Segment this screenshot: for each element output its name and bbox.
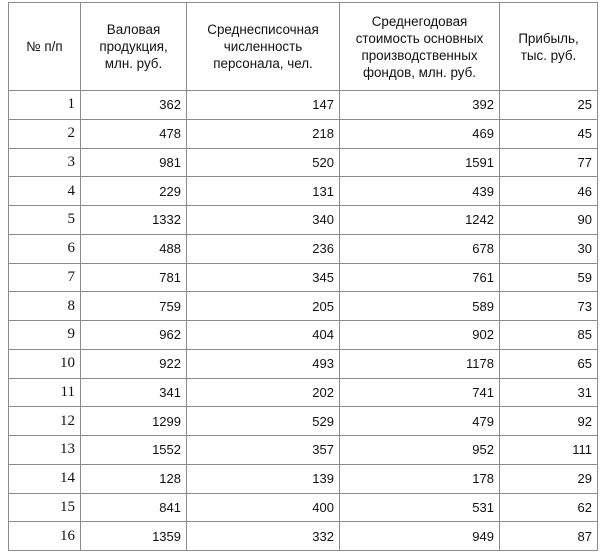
fixed-assets-cell: 741 [340, 378, 500, 407]
avg-headcount-cell: 357 [187, 436, 340, 465]
fixed-assets-cell: 439 [340, 177, 500, 206]
row-number-cell: 5 [9, 206, 81, 235]
header-row [9, 3, 598, 91]
gross-output-cell: 962 [81, 321, 187, 350]
profit-cell: 90 [500, 206, 598, 235]
table-row [9, 263, 598, 292]
table-row [9, 522, 598, 551]
fixed-assets-cell: 589 [340, 292, 500, 321]
avg-headcount-cell: 404 [187, 321, 340, 350]
table-row [9, 148, 598, 177]
gross-output-cell: 1359 [81, 522, 187, 551]
table-row [9, 321, 598, 350]
avg-headcount-cell: 340 [187, 206, 340, 235]
profit-cell: 65 [500, 349, 598, 378]
avg-headcount-cell: 147 [187, 91, 340, 120]
gross-output-cell: 1332 [81, 206, 187, 235]
fixed-assets-cell: 761 [340, 263, 500, 292]
header-gross-output: Валовая продукция, млн. руб. [81, 3, 187, 91]
table-row [9, 91, 598, 120]
gross-output-cell: 922 [81, 349, 187, 378]
profit-cell: 45 [500, 119, 598, 148]
row-number-cell: 3 [9, 148, 81, 177]
avg-headcount-cell: 218 [187, 119, 340, 148]
row-number-cell: 8 [9, 292, 81, 321]
row-number-cell: 14 [9, 464, 81, 493]
fixed-assets-cell: 1242 [340, 206, 500, 235]
avg-headcount-cell: 345 [187, 263, 340, 292]
profit-cell: 111 [500, 436, 598, 465]
row-number-cell: 1 [9, 91, 81, 120]
table-row [9, 206, 598, 235]
profit-cell: 77 [500, 148, 598, 177]
gross-output-cell: 229 [81, 177, 187, 206]
avg-headcount-cell: 236 [187, 234, 340, 263]
fixed-assets-cell: 1178 [340, 349, 500, 378]
row-number-cell: 12 [9, 407, 81, 436]
header-fixed-assets: Среднегодовая стоимость основных производственных фондов, млн. руб. [340, 3, 500, 91]
table-row [9, 378, 598, 407]
profit-cell: 73 [500, 292, 598, 321]
fixed-assets-cell: 178 [340, 464, 500, 493]
table-body [9, 91, 598, 551]
table-row [9, 119, 598, 148]
header-avg-headcount: Среднесписочная численность персонала, чел. [187, 3, 340, 91]
row-number-cell: 15 [9, 493, 81, 522]
profit-cell: 29 [500, 464, 598, 493]
gross-output-cell: 781 [81, 263, 187, 292]
gross-output-cell: 488 [81, 234, 187, 263]
row-number-cell: 13 [9, 436, 81, 465]
avg-headcount-cell: 202 [187, 378, 340, 407]
gross-output-cell: 1299 [81, 407, 187, 436]
row-number-cell: 10 [9, 349, 81, 378]
table-row [9, 436, 598, 465]
table-row [9, 493, 598, 522]
gross-output-cell: 759 [81, 292, 187, 321]
profit-cell: 25 [500, 91, 598, 120]
avg-headcount-cell: 131 [187, 177, 340, 206]
profit-cell: 62 [500, 493, 598, 522]
table-row [9, 177, 598, 206]
profit-cell: 31 [500, 378, 598, 407]
avg-headcount-cell: 139 [187, 464, 340, 493]
table-row [9, 464, 598, 493]
header-row-number: № п/п [9, 3, 81, 91]
profit-cell: 59 [500, 263, 598, 292]
fixed-assets-cell: 678 [340, 234, 500, 263]
profit-cell: 87 [500, 522, 598, 551]
table-row [9, 407, 598, 436]
profit-cell: 30 [500, 234, 598, 263]
header-profit: Прибыль, тыс. руб. [500, 3, 598, 91]
fixed-assets-cell: 949 [340, 522, 500, 551]
table-row [9, 234, 598, 263]
gross-output-cell: 1552 [81, 436, 187, 465]
row-number-cell: 11 [9, 378, 81, 407]
fixed-assets-cell: 1591 [340, 148, 500, 177]
gross-output-cell: 341 [81, 378, 187, 407]
gross-output-cell: 128 [81, 464, 187, 493]
row-number-cell: 6 [9, 234, 81, 263]
fixed-assets-cell: 392 [340, 91, 500, 120]
fixed-assets-cell: 531 [340, 493, 500, 522]
row-number-cell: 7 [9, 263, 81, 292]
avg-headcount-cell: 400 [187, 493, 340, 522]
fixed-assets-cell: 469 [340, 119, 500, 148]
fixed-assets-cell: 952 [340, 436, 500, 465]
avg-headcount-cell: 520 [187, 148, 340, 177]
profit-cell: 92 [500, 407, 598, 436]
gross-output-cell: 841 [81, 493, 187, 522]
fixed-assets-cell: 479 [340, 407, 500, 436]
gross-output-cell: 981 [81, 148, 187, 177]
row-number-cell: 16 [9, 522, 81, 551]
table-row [9, 349, 598, 378]
enterprise-data-table [8, 2, 598, 551]
gross-output-cell: 478 [81, 119, 187, 148]
gross-output-cell: 362 [81, 91, 187, 120]
row-number-cell: 4 [9, 177, 81, 206]
table-row [9, 292, 598, 321]
avg-headcount-cell: 493 [187, 349, 340, 378]
row-number-cell: 9 [9, 321, 81, 350]
row-number-cell: 2 [9, 119, 81, 148]
avg-headcount-cell: 529 [187, 407, 340, 436]
profit-cell: 46 [500, 177, 598, 206]
fixed-assets-cell: 902 [340, 321, 500, 350]
profit-cell: 85 [500, 321, 598, 350]
avg-headcount-cell: 205 [187, 292, 340, 321]
avg-headcount-cell: 332 [187, 522, 340, 551]
